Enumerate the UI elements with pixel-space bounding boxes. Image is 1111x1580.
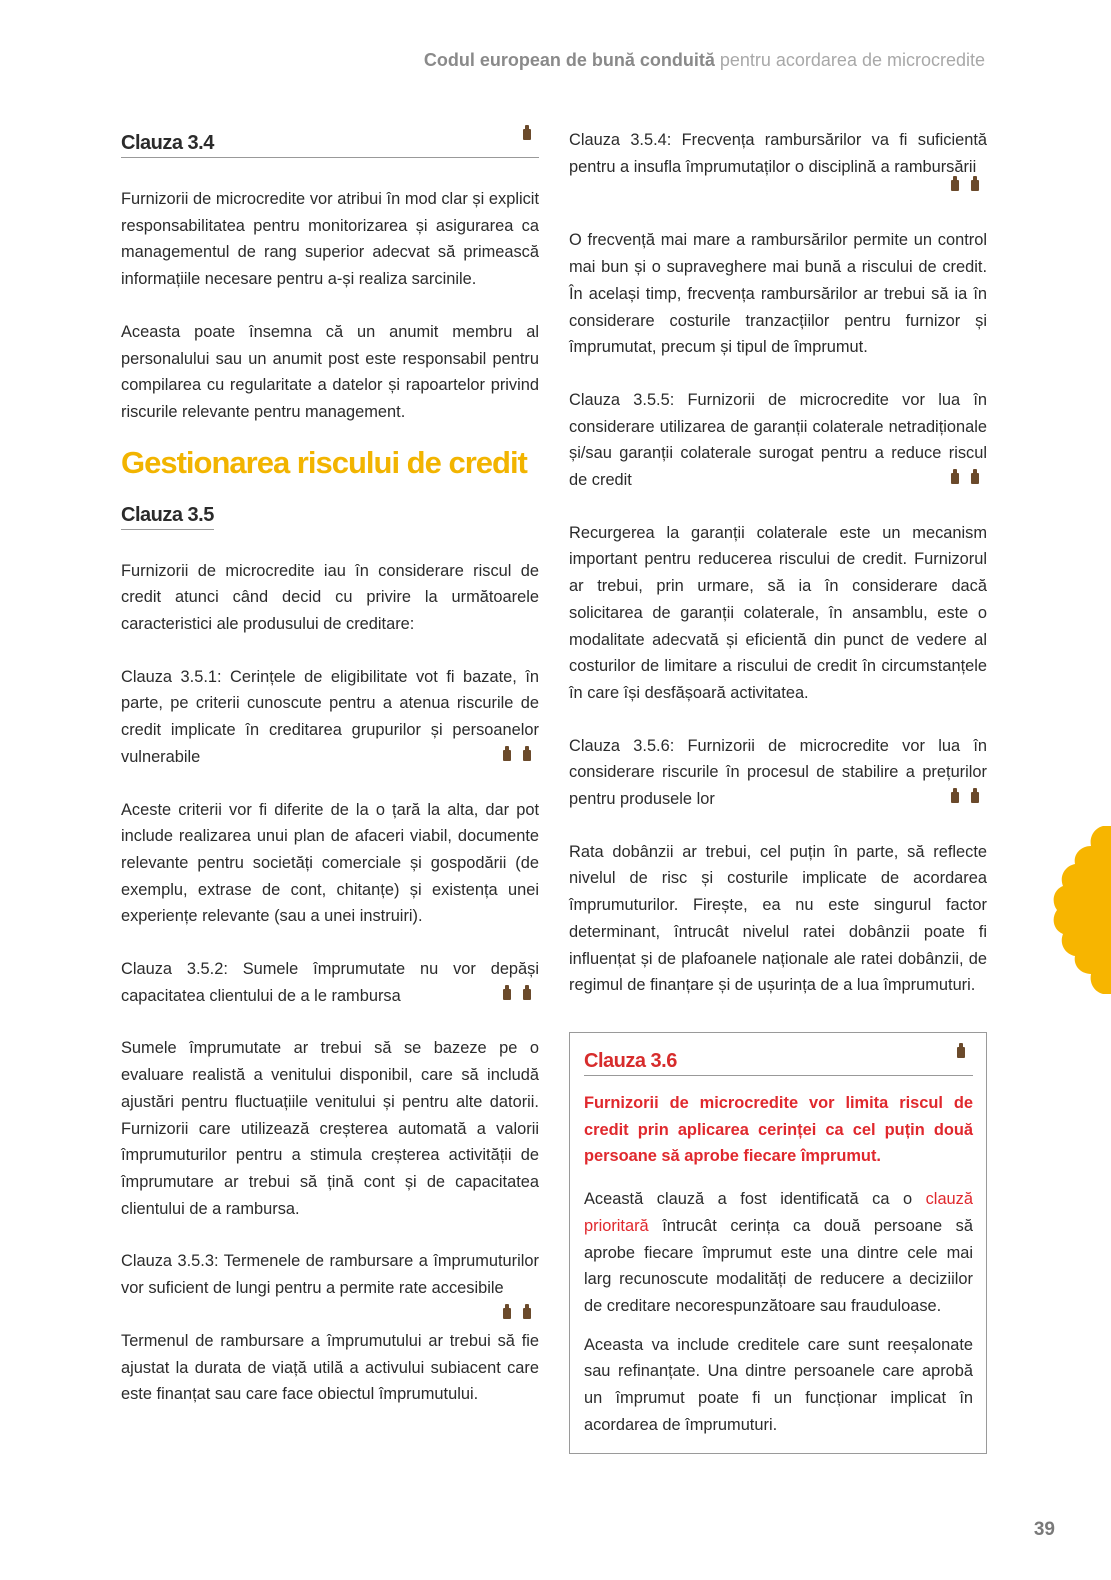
clause-3-5-5-paragraph: Recurgerea la garanții colaterale este un mecanism important pentru reducerea riscului de credit. Furnizorul ar trebui, prin urmare, să ia în considerare dacă solicitarea de garanții colaterale, în ansamblu, este o modalitate adecvată și eficientă din punct de vedere al costurilor de limitare a riscului de credit în circumstanțele în care își desfășoară activitatea. bbox=[569, 523, 987, 702]
clause-3-5-2 bbox=[121, 956, 539, 1009]
page-number: 39 bbox=[1033, 1519, 1055, 1540]
two-bottles-icon bbox=[951, 792, 979, 803]
clause-3-6-paragraph-1 bbox=[584, 1186, 973, 1320]
two-bottles-icon bbox=[503, 989, 531, 1000]
clause-3-5-6-paragraph: Rata dobânzii ar trebui, cel puțin în parte, să reflecte nivelul de risc și costurile implicate de acordarea împrumuturilor. Firește, ea nu este singurul factor determinant, întrucât nivelul ratei dobânzii poate fi influențat și de plafoanele naționale ale ratei dobânzii, de regimul de finanțare și de ușurința de a lua împrumuturi. bbox=[569, 842, 987, 995]
gear-icon bbox=[1051, 826, 1111, 994]
clause-3-6-bold-text: Furnizorii de microcredite vor limita riscul de credit prin aplicarea cerinței ca cel puțin două persoane să aprobe fiecare împrumut. bbox=[584, 1094, 973, 1166]
paragraph-1-end: întrucât cerința ca două persoane să aprobe fiecare împrumut este una dintre cele mai larg recunoscute modalități de reducere a deciziilor de creditare necorespunzătoare sau frauduloase. bbox=[584, 1216, 973, 1315]
clause-3-4-paragraph-1: Furnizorii de microcredite vor atribui în mod clar și explicit responsabilitatea pentru monitorizarea și asigurarea ca managementul de rang superior adecvat să primească informațiile necesare pentru a-și realiza sarcinile. bbox=[121, 190, 539, 289]
two-bottles-icon bbox=[503, 1308, 531, 1319]
two-bottles-icon bbox=[951, 473, 979, 484]
header-title-bold: Codul european de bună conduită bbox=[423, 50, 715, 70]
clause-3-5-heading bbox=[121, 504, 214, 530]
bottle-icon bbox=[957, 1045, 965, 1063]
clause-3-5-5-text: Clauza 3.5.5: Furnizorii de microcredite vor lua în considerare utilizarea de garanții colaterale netradiționale și/sau garanții colaterale surogat pentru a reduce riscul de credit bbox=[569, 390, 987, 490]
clause-3-5-4-text: Clauza 3.5.4: Frecvența rambursărilor va fi suficientă pentru a insufla împrumutaților o disciplină a rambursării bbox=[569, 131, 987, 176]
paragraph-1-start: Această clauză a fost identificată ca o bbox=[584, 1190, 926, 1209]
header-title-light: pentru acordarea de microcredite bbox=[719, 50, 985, 70]
clause-3-5-3-text: Clauza 3.5.3: Termenele de rambursare a împrumuturilor vor suficient de lungi pentru a permite rate accesibile bbox=[121, 1252, 539, 1298]
clause-3-4-title: Clauza 3.4 bbox=[121, 132, 214, 154]
left-column bbox=[121, 127, 539, 1408]
clause-3-6-paragraph-2: Aceasta va include creditele care sunt reeșalonate sau refinanțate. Una dintre persoanele care aprobă un împrumut poate fi un funcționar implicat în acordarea de împrumuturi. bbox=[584, 1335, 973, 1434]
clause-3-5-4-paragraph: O frecvență mai mare a rambursărilor permite un control mai bun și o supraveghere mai bună a riscului de credit. În același timp, frecvența rambursărilor ar trebui să ia în considerare costurile tranzacțiilor pentru furnizor și împrumutat, precum și tipul de împrumut. bbox=[569, 231, 987, 357]
two-bottles-icon bbox=[503, 750, 531, 761]
clause-3-6-box bbox=[569, 1032, 987, 1454]
clause-3-5-1-text: Clauza 3.5.1: Cerințele de eligibilitate vot fi bazate, în parte, pe criterii cunoscute pentru a atenua riscurile de credit implicate în creditarea grupurilor și persoanelor vulnerabile bbox=[121, 667, 539, 766]
clause-3-4-paragraph-2: Aceasta poate însemna că un anumit membru al personalului sau un anumit post este responsabil pentru compilarea cu regularitate a datelor și rapoartelor privind riscurile relevante pentru management. bbox=[121, 322, 539, 421]
section-title: Gestionarea riscului de credit bbox=[121, 444, 527, 480]
clause-3-5-6-text: Clauza 3.5.6: Furnizorii de microcredite vor lua în considerare riscurile în procesul de stabilire a prețurilor pentru produsele lor bbox=[569, 736, 987, 809]
clause-3-5-2-text: Clauza 3.5.2: Sumele împrumutate nu vor depăși capacitatea clientului de a le rambursa bbox=[121, 960, 539, 1005]
clause-3-5-3-paragraph: Termenul de rambursare a împrumutului ar trebui să fie ajustat la durata de viață utilă a activului subiacent care este finanțat sau care face obiectul împrumutului. bbox=[121, 1331, 539, 1404]
clause-3-5-5 bbox=[569, 387, 987, 494]
page-header bbox=[424, 50, 985, 71]
right-column bbox=[569, 127, 987, 999]
bottle-icon bbox=[523, 127, 531, 145]
clause-3-5-1 bbox=[121, 664, 539, 771]
clause-3-5-2-paragraph: Sumele împrumutate ar trebui să se bazeze pe o evaluare realistă a venitului disponibil, care să includă ajustări pentru fluctuațiile venitului și pentru alte datorii. Furnizorii care utilizează creșterea automată a valorii împrumuturilor pentru a stimula creșterea activității de împrumutare ar trebui să țină cont și de capacitatea clientului de a rambursa. bbox=[121, 1039, 539, 1218]
clause-3-4-heading bbox=[121, 127, 539, 158]
clause-3-5-3 bbox=[121, 1248, 539, 1301]
two-bottles-icon bbox=[569, 180, 987, 191]
clause-3-5-1-paragraph: Aceste criterii vor fi diferite de la o țară la alta, dar pot include realizarea unui plan de afaceri viabil, documente relevante pentru societăți comerciale și gospodării (de exemplu, extrase de cont, chitanțe) și existența unei experiențe relevante (sau a unei instruiri). bbox=[121, 800, 539, 926]
clause-3-6-title: Clauza 3.6 bbox=[584, 1050, 677, 1072]
priority-clause-link[interactable]: clauză prioritară bbox=[584, 1190, 973, 1235]
clause-3-5-6 bbox=[569, 733, 987, 813]
clause-3-5-title: Clauza 3.5 bbox=[121, 503, 214, 526]
clause-3-5-paragraph: Furnizorii de microcredite iau în considerare riscul de credit atunci când decid cu privire la următoarele caracteristici ale produsului de creditare: bbox=[121, 561, 539, 634]
clause-3-6-heading bbox=[584, 1045, 973, 1076]
